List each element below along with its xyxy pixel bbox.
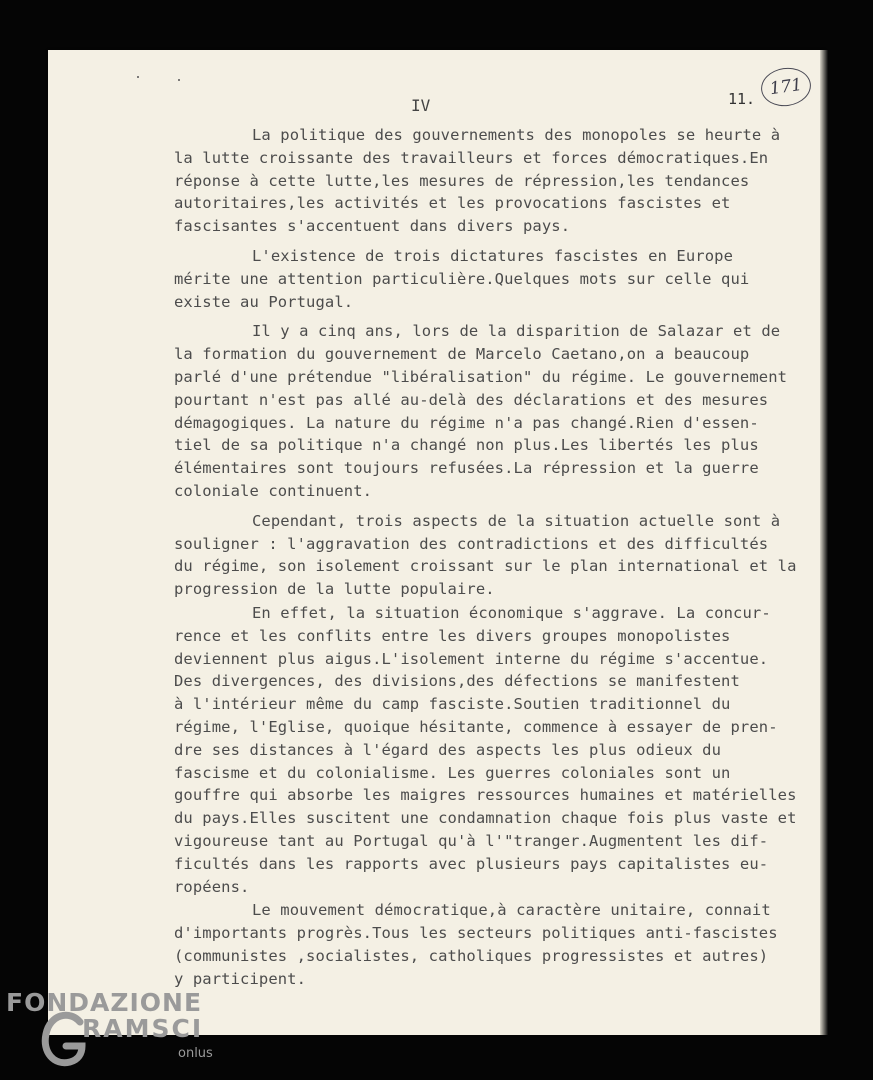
- text-line: progression de la lutte populaire.: [174, 580, 495, 599]
- page-number: 11.: [728, 90, 756, 108]
- text-line: du régime, son isolement croissant sur le plan international et la: [174, 557, 797, 576]
- watermark-suffix: onlus: [178, 1046, 213, 1061]
- text-line: Cependant, trois aspects de la situation actuelle sont à: [252, 511, 781, 530]
- text-line: L'existence de trois dictatures fascistes en Europe: [252, 246, 734, 265]
- text-line: dre ses distances à l'égard des aspects les plus odieux du: [174, 740, 722, 759]
- paragraph: [174, 602, 806, 898]
- fondazione-gramsci-watermark: [6, 988, 236, 1078]
- text-line: ficultés dans les rapports avec plusieurs pays capitalistes eu-: [174, 854, 769, 873]
- text-line: y participent.: [174, 969, 307, 988]
- text-line: du pays.Elles suscitent une condamnation chaque fois plus vaste et: [174, 809, 797, 828]
- paper-speck: [178, 79, 180, 81]
- text-line: ropéens.: [174, 877, 250, 896]
- text-line: vigoureuse tant au Portugal qu'à l'"tranger.Augmentent les dif-: [174, 831, 769, 850]
- text-line: (communistes ,socialistes, catholiques progressistes et autres): [174, 946, 769, 965]
- text-line: Des divergences, des divisions,des défections se manifestent: [174, 672, 740, 691]
- text-line: parlé d'une prétendue "libéralisation" du régime. Le gouvernement: [174, 367, 788, 386]
- gramsci-g-logo-icon: [40, 1008, 88, 1070]
- text-line: démagogiques. La nature du régime n'a pas changé.Rien d'essen-: [174, 413, 759, 432]
- watermark-line1: FONDAZIONE: [6, 988, 203, 1017]
- text-line: rence et les conflits entre les divers groupes monopolistes: [174, 626, 731, 645]
- text-line: régime, l'Eglise, quoique hésitante, commence à essayer de pren-: [174, 717, 778, 736]
- text-line: En effet, la situation économique s'aggrave. La concur-: [252, 603, 771, 622]
- page-edge-shadow: [820, 50, 828, 1035]
- document-body: [174, 124, 806, 990]
- text-line: existe au Portugal.: [174, 292, 354, 311]
- watermark-line2: RAMSCI: [82, 1014, 204, 1043]
- text-line: La politique des gouvernements des monopoles se heurte à: [252, 126, 781, 144]
- archive-stamp-number: 171: [759, 65, 814, 110]
- text-line: à l'intérieur même du camp fasciste.Soutien traditionnel du: [174, 695, 731, 714]
- text-line: coloniale continuent.: [174, 481, 373, 500]
- text-line: Il y a cinq ans, lors de la disparition de Salazar et de: [252, 322, 781, 341]
- text-line: fascisantes s'accentuent dans divers pays.: [174, 217, 571, 236]
- text-line: d'importants progrès.Tous les secteurs politiques anti-fascistes: [174, 924, 778, 943]
- text-line: réponse à cette lutte,les mesures de répression,les tendances: [174, 171, 750, 190]
- text-line: tiel de sa politique n'a changé non plus.Les libertés les plus: [174, 436, 759, 455]
- text-line: souligner : l'aggravation des contradictions et des difficultés: [174, 534, 769, 553]
- text-line: élémentaires sont toujours refusées.La répression et la guerre: [174, 459, 759, 478]
- text-line: fascisme et du colonialisme. Les guerres coloniales sont un: [174, 763, 731, 782]
- paper-speck: [137, 76, 139, 78]
- paragraph: [174, 320, 806, 502]
- text-line: pourtant n'est pas allé au-delà des déclarations et des mesures: [174, 390, 769, 409]
- text-line: autoritaires,les activités et les provocations fascistes et: [174, 194, 731, 213]
- paragraph: [174, 510, 806, 601]
- text-line: deviennent plus aigus.L'isolement interne du régime s'accentue.: [174, 649, 769, 668]
- text-line: la lutte croissante des travailleurs et forces démocratiques.En: [174, 148, 769, 167]
- paragraph: [174, 899, 806, 990]
- text-line: mérite une attention particulière.Quelques mots sur celle qui: [174, 269, 750, 288]
- text-line: la formation du gouvernement de Marcelo Caetano,on a beaucoup: [174, 345, 750, 364]
- text-line: Le mouvement démocratique,à caractère unitaire, connait: [252, 901, 771, 920]
- section-heading: IV: [411, 96, 431, 115]
- paragraph: [174, 245, 806, 313]
- paragraph: [174, 124, 806, 238]
- text-line: gouffre qui absorbe les maigres ressources humaines et matérielles: [174, 786, 797, 805]
